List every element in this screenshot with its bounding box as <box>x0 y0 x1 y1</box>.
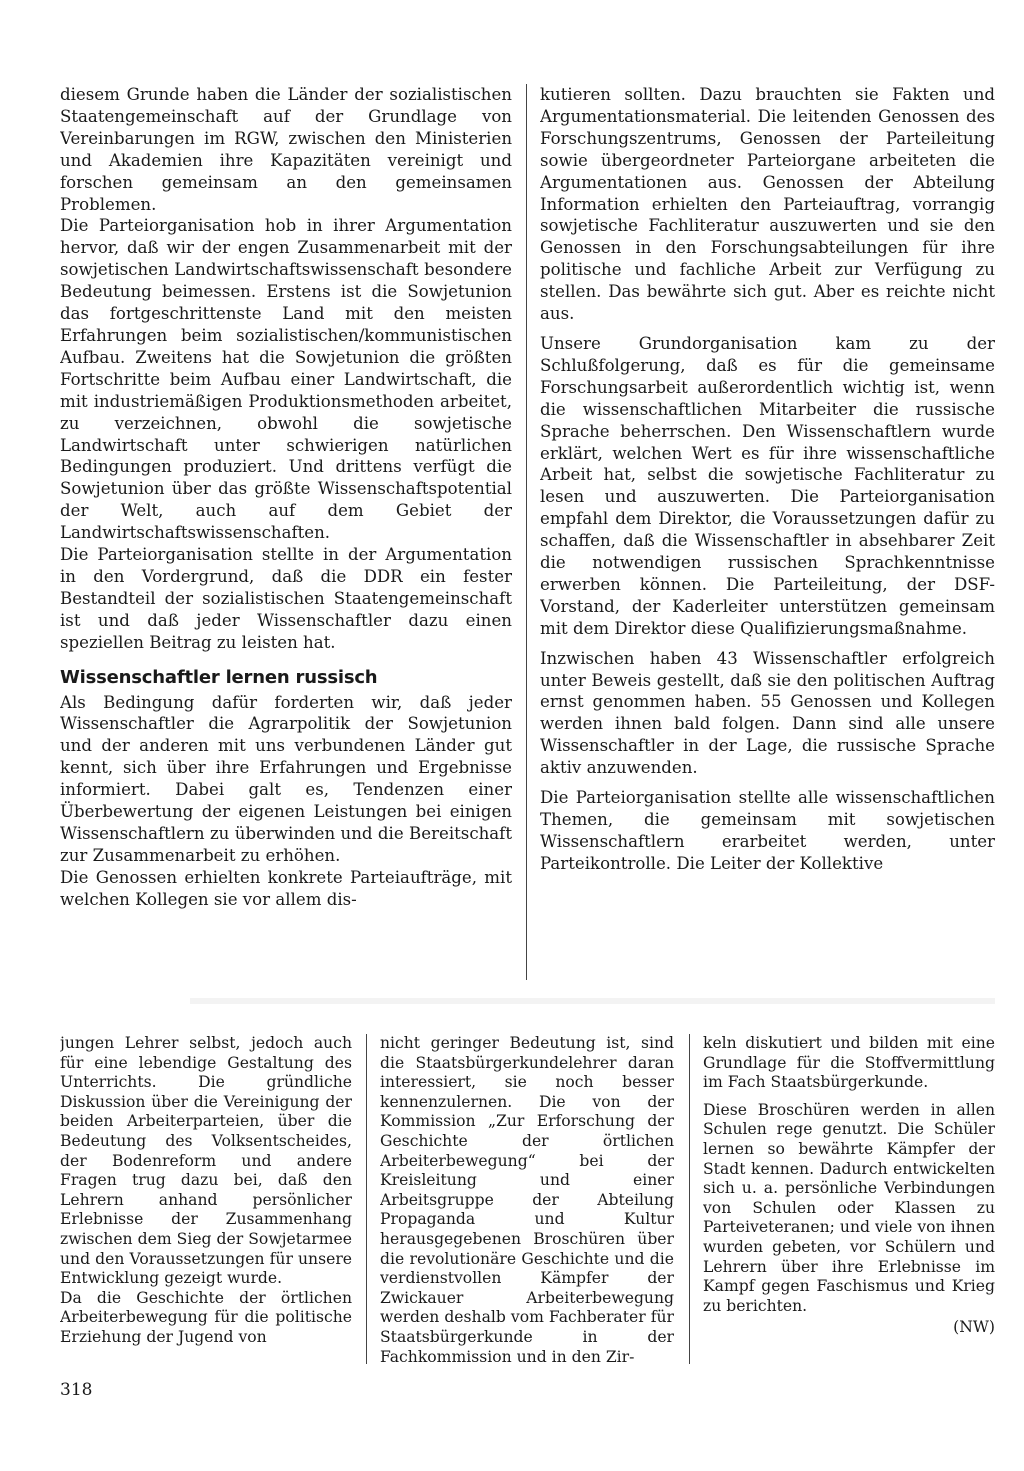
paragraph: kutieren sollten. Dazu brauchten sie Fakten und Argumentationsmaterial. Die leitenden Genossen des Forschungszentrums, Genossen der Parteileitung sowie übergeordneter Parteiorgane arbeiteten die Argumentationen aus. Genossen der Abteilung Information erhielten den Parteiauftrag, vorrangig sowjetische Fachliteratur auszuwerten und sie den Genossen in den Forschungsabteilungen für ihre politische und fachliche Arbeit zur Verfügung zu stellen. Das bewährte sich gut. Aber es reichte nicht aus. <box>540 85 995 324</box>
page-number: 318 <box>60 1380 93 1400</box>
paragraph: Unsere Grundorganisation kam zu der Schlußfolgerung, daß es für die gemeinsame Forschungsarbeit außerordentlich wichtig ist, wenn die wissenschaftlichen Mitarbeiter die russische Sprache beherrschen. Den Wissenschaftlern wurde erklärt, welchen Wert es für ihre wissenschaftliche Arbeit hat, selbst die sowjetische Fachliteratur zu lesen und auszuwerten. Die Parteiorganisation empfahl dem Direktor, die Voraussetzungen dafür zu schaffen, daß die Wissenschaftler in absehbarer Zeit die notwendigen russischen Sprachkenntnisse erwerben können. Die Parteileitung, der DSF-Vorstand, der Kaderleiter unterstützen gemeinsam mit dem Direktor diese Qualifizierungsmaßnahme. <box>540 333 995 638</box>
bottom-column-3 <box>703 1034 995 1338</box>
section-heading: Wissenschaftler lernen russisch <box>60 666 378 688</box>
column-divider <box>526 84 527 980</box>
paragraph: Diese Broschüren werden in allen Schulen rege genutzt. Die Schüler lernen so bewährte Kämpfer der Stadt kennen. Dadurch entwickelten sich u. a. persönliche Verbindungen von Schulen oder Klassen zu Parteiveteranen; und viele von ihnen wurden gebeten, vor Schülern und Lehrern über ihre Erlebnisse im Kampf gegen Faschismus und Krieg zu berichten. <box>703 1100 995 1315</box>
author-signature: (NW) <box>953 1318 995 1337</box>
paragraph: Die Parteiorganisation stellte alle wissenschaftlichen Themen, die gemeinsam mit sowjetischen Wissenschaftlern erarbeitet werden, unter Parteikontrolle. Die Leiter der Kollektive <box>540 788 995 873</box>
column-divider <box>689 1034 690 1364</box>
bottom-column-1 <box>60 1034 352 1348</box>
paragraph: keln diskutiert und bilden mit eine Grundlage für die Stoffvermittlung im Fach Staatsbürgerkunde. <box>703 1034 995 1092</box>
bottom-column-2 <box>380 1034 674 1367</box>
article-column-left <box>60 84 512 911</box>
bleed-through-rule <box>190 998 995 1004</box>
paragraph: Da die Geschichte der örtlichen Arbeiterbewegung für die politische Erziehung der Jugend von <box>60 1288 352 1346</box>
paragraph: Die Parteiorganisation hob in ihrer Argumentation hervor, daß wir der engen Zusammenarbeit mit der sowjetischen Landwirtschaftswissenschaft besondere Bedeutung beimessen. Erstens ist die Sowjetunion das fortgeschrittenste Land mit den meisten Erfahrungen beim sozialistischen/kommunistischen Aufbau. Zweitens hat die Sowjetunion die größten Fortschritte beim Aufbau einer Landwirtschaft, die mit industriemäßigen Produktionsmethoden arbeitet, zu verzeichnen, obwohl die sowjetische Landwirtschaft unter schwierigen natürlichen Bedingungen produziert. Und drittens verfügt die Sowjetunion über das größte Wissenschaftspotential der Welt, auch auf dem Gebiet der Landwirtschaftswissenschaften. <box>60 216 512 543</box>
paragraph: Die Parteiorganisation stellte in der Argumentation in den Vordergrund, daß die DDR ein fester Bestandteil der sozialistischen Staatengemeinschaft ist und daß jeder Wissenschaftler dazu einen speziellen Beitrag zu leisten hat. <box>60 545 512 652</box>
paragraph: Die Genossen erhielten konkrete Parteiaufträge, mit welchen Kollegen sie vor allem dis- <box>60 867 512 909</box>
paragraph: nicht geringer Bedeutung ist, sind die Staatsbürgerkundelehrer daran interessiert, sie noch besser kennenzulernen. Die von der Kommission „Zur Erforschung der Geschichte der örtlichen Arbeiterbewegung“ bei der Kreisleitung und einer Arbeitsgruppe der Abteilung Propaganda und Kultur herausgegebenen Broschüren über die revolutionäre Geschichte und die verdienstvollen Kämpfer der Zwickauer Arbeiterbewegung werden deshalb vom Fachberater für Staatsbürgerkunde in der Fachkommission und in den Zir- <box>380 1034 674 1366</box>
paragraph: Als Bedingung dafür forderten wir, daß jeder Wissenschaftler die Agrarpolitik der Sowjetunion und der anderen mit uns verbundenen Länder gut kennt, sich über ihre Erfahrungen und Ergebnisse informiert. Dabei galt es, Tendenzen einer Überbewertung der eigenen Leistungen bei einigen Wissenschaftlern zu überwinden und die Bereitschaft zur Zusammenarbeit zu erhöhen. <box>60 692 512 865</box>
paragraph: diesem Grunde haben die Länder der sozialistischen Staatengemeinschaft auf der Grundlage von Vereinbarungen im RGW, zwischen den Ministerien und Akademien ihre Kapazitäten vereinigt und forschen gemeinsam an den gemeinsamen Problemen. <box>60 85 512 214</box>
column-divider <box>366 1034 367 1364</box>
paragraph: jungen Lehrer selbst, jedoch auch für eine lebendige Gestaltung des Unterrichts. Die gründliche Diskussion über die Vereinigung der beiden Arbeiterparteien, über die Bedeutung des Volksentscheides, der Bodenreform und andere Fragen trug dazu bei, daß den Lehrern anhand persönlicher Erlebnisse der Zusammenhang zwischen dem Sieg der Sowjetarmee und den Voraussetzungen für unsere Entwicklung gezeigt wurde. <box>60 1034 352 1288</box>
paragraph: Inzwischen haben 43 Wissenschaftler erfolgreich unter Beweis gestellt, daß sie den politischen Auftrag ernst genommen haben. 55 Genossen und Kollegen werden ihnen bald folgen. Dann sind alle unsere Wissenschaftler in der Lage, die russische Sprache aktiv anzuwenden. <box>540 648 995 778</box>
article-column-right <box>540 84 995 875</box>
